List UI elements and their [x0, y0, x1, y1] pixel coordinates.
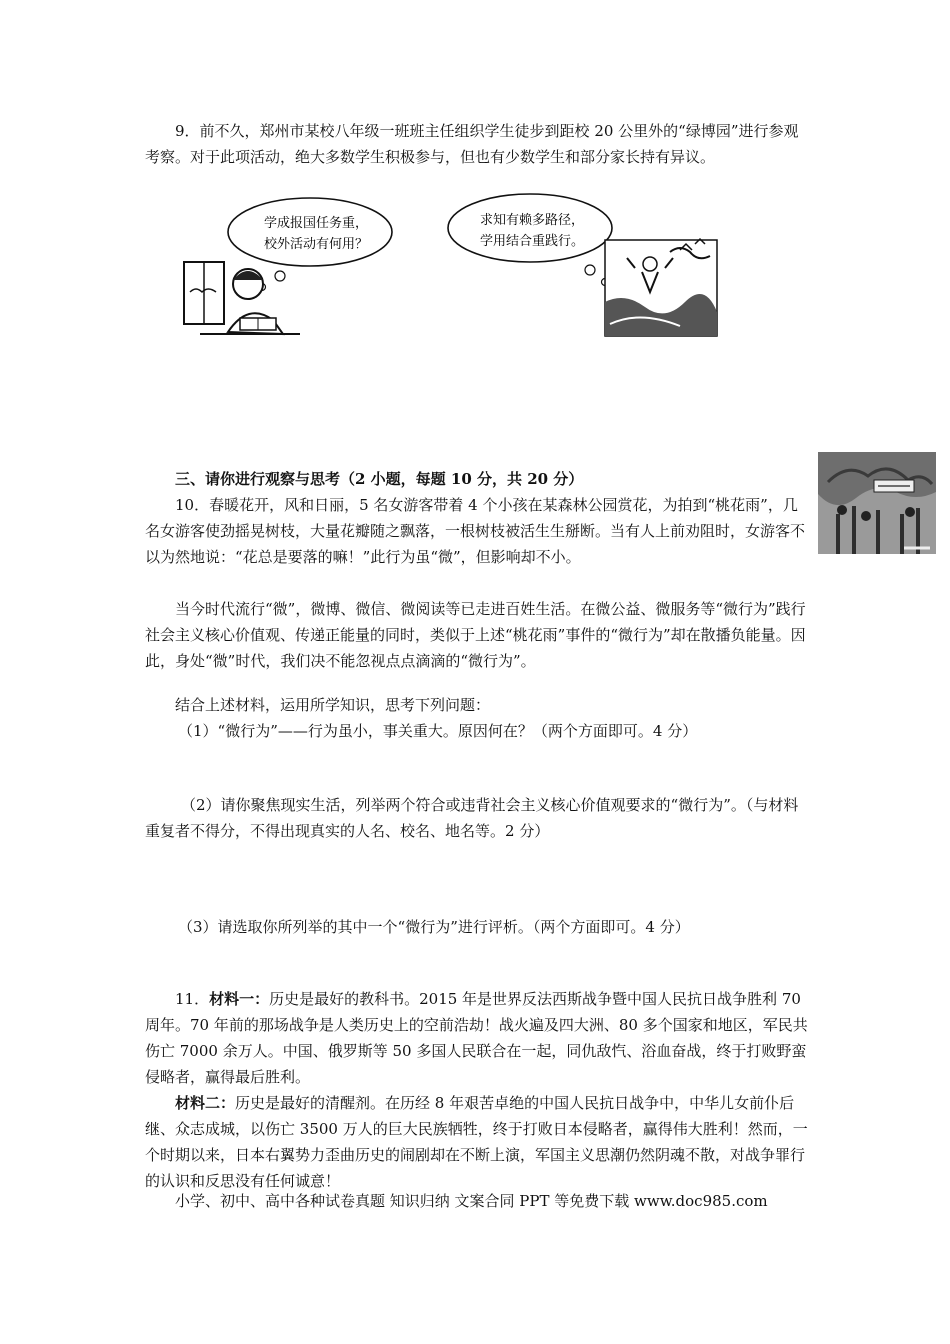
page-footer: 小学、初中、高中各种试卷真题 知识归纳 文案合同 PPT 等免费下载 www.doc985.com [175, 1192, 768, 1210]
outdoor-activity-drawing [605, 239, 717, 336]
right-bubble-line-1: 求知有赖多路径， [480, 213, 585, 228]
question-9-text: 9．前不久，郑州市某校八年级一班班主任组织学生徒步到距校 20 公里外的“绿博园”进行参观考察。对于此项活动，绝大多数学生积极参与，但也有少数学生和部分家长持有异议。 [145, 122, 799, 166]
left-bubble-line-2: 校外活动有何用？ [264, 237, 369, 252]
material-2-text: 历史是最好的清醒剂。在历经 8 年艰苦卓绝的中国人民抗日战争中，中华儿女前仆后继、众志成城，以伤亡 3500 万人的巨大民族牺牲，终于打败日本侵略者，赢得伟大胜利！然而，一个时期以来，日本右翼势力歪曲历史的闹剧却在不断上演，军国主义思潮仍然阴魂不散，对战争罪行的认识和反思没有任何诚意！ [145, 1094, 808, 1190]
question-10-sub-2: （2）请你聚焦现实生活，列举两个符合或违背社会主义核心价值观要求的“微行为”。（与材料重复者不得分，不得出现真实的人名、校名、地名等。2 分） [145, 796, 799, 840]
right-bubble-line-2: 学用结合重践行。 [480, 234, 585, 249]
question-11-number: 11． [175, 990, 210, 1008]
material-1-label: 材料一： [209, 990, 270, 1008]
question-10-sub-1: （1）“微行为”——行为虽小，事关重大。原因何在？（两个方面即可。4 分） [178, 722, 698, 740]
question-10-instruction: 结合上述材料，运用所学知识，思考下列问题： [175, 696, 491, 714]
left-bubble-line-1: 学成报国任务重， [264, 216, 369, 231]
section-3-heading: 三、请你进行观察与思考（2 小题，每题 10 分，共 20 分） [175, 470, 584, 488]
question-11-material-1 [145, 986, 810, 1090]
material-2-label: 材料二： [175, 1094, 236, 1112]
left-speech-bubble [228, 198, 392, 266]
right-speech-bubble [448, 194, 612, 262]
cartoon-illustration [180, 192, 720, 342]
question-11-material-2 [145, 1090, 810, 1194]
question-10-paragraph-1: 10．春暖花开，风和日丽，5 名女游客带着 4 个小孩在某森林公园赏花，为拍到“桃花雨”，几名女游客使劲摇晃树枝，大量花瓣随之飘落，一根树枝被活生生掰断。当有人上前劝阻时，女游客不以为然地说：“花总是要落的嘛！”此行为虽“微”，但影响却不小。 [145, 496, 806, 566]
question-10-paragraph-2: 当今时代流行“微”，微博、微信、微阅读等已走进百姓生活。在微公益、微服务等“微行为”践行社会主义核心价值观、传递正能量的同时，类似于上述“桃花雨”事件的“微行为”却在散播负能量。因此，身处“微”时代，我们决不能忽视点点滴滴的“微行为”。 [145, 600, 806, 670]
material-1-text: 历史是最好的教科书。2015 年是世界反法西斯战争暨中国人民抗日战争胜利 70 周年。70 年前的那场战争是人类历史上的空前浩劫！战火遍及四大洲、80 多个国家和地区，军民共伤亡 7000 余万人。中国、俄罗斯等 50 多国人民联合在一起，同仇敌忾、浴血奋战，终于打败野蛮侵略者，赢得最后胜利。 [145, 990, 808, 1086]
question-10-sub-3: （3）请选取你所列举的其中一个“微行为”进行评析。（两个方面即可。4 分） [178, 918, 690, 936]
tourist-photo [818, 452, 936, 554]
